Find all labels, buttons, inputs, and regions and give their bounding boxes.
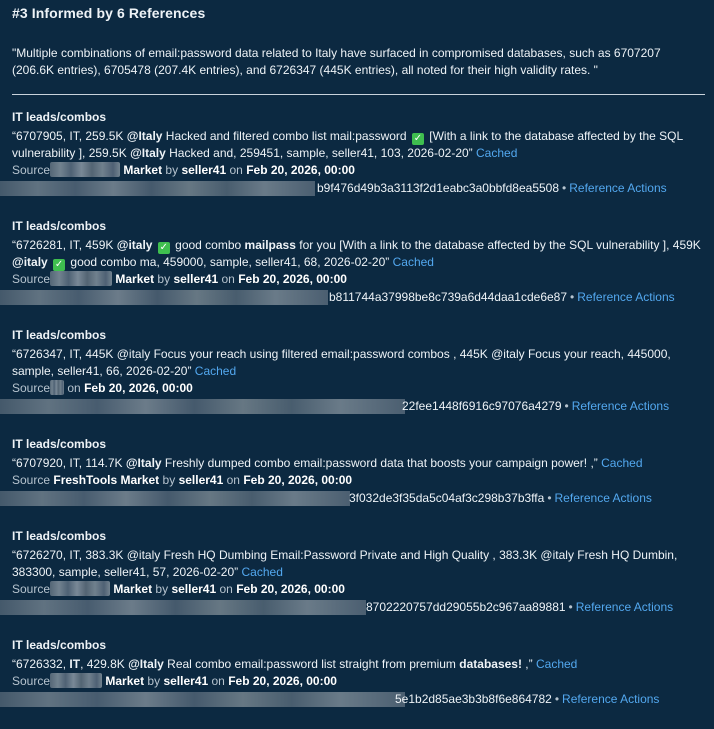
reference-quote	[12, 455, 706, 472]
cached-link[interactable]: Cached	[241, 565, 283, 579]
reference-source	[12, 271, 706, 288]
check-mark-icon: ✓	[54, 259, 64, 270]
hash-text: 5e1b2d85ae3b3b8f6e864782	[395, 692, 552, 706]
reference-hash-line	[12, 179, 706, 198]
redacted-hash	[0, 600, 366, 615]
quote-text: “6726270, IT, 383.3K @italy Fresh HQ Dumbing Email:Password Private and High Quality , 383.3K @italy Fresh HQ Dumbin, 383300, sample, seller41, 57, 2026-02-20”	[12, 548, 678, 579]
on-label: on	[229, 163, 243, 177]
reference-header: IT leads/combos	[12, 110, 107, 124]
quote-text-bold: IT	[69, 657, 81, 671]
reference-actions-link[interactable]: Reference Actions	[569, 181, 667, 195]
quote-text: Hacked and filtered combo list mail:password	[162, 129, 410, 143]
by-label: by	[147, 674, 161, 688]
reference-header: IT leads/combos	[12, 437, 107, 451]
quote-text: “6726347, IT, 445K @italy Focus your reach using filtered email:password combos , 445K @italy Focus your reach, 445000, sample, seller41, 66, 2026-02-20”	[12, 347, 671, 378]
hash-text: 3f032de3f35da5c04af3c298b37b3ffa	[349, 491, 545, 505]
reference-source	[12, 472, 706, 489]
quote-text-bold: databases!	[459, 657, 522, 671]
reference-date: Feb 20, 2026, 00:00	[84, 381, 193, 395]
reference-item-3	[12, 327, 706, 416]
reference-actions-link[interactable]: Reference Actions	[575, 600, 674, 614]
seller-name[interactable]: seller41	[171, 582, 217, 596]
reference-actions-link[interactable]: Reference Actions	[577, 290, 675, 304]
redacted-hash	[0, 181, 315, 196]
divider	[12, 94, 705, 95]
reference-hash-line	[12, 489, 706, 508]
redacted-source	[50, 380, 64, 395]
quote-text-bold: @Italy	[125, 456, 162, 470]
cached-link[interactable]: Cached	[535, 657, 578, 671]
on-label: on	[219, 582, 233, 596]
quote-text-bold: @Italy	[128, 657, 164, 671]
on-label: on	[226, 473, 240, 487]
hash-text: b9f476d49b3a3113f2d1eabc3a0bbfd8ea5508	[317, 181, 560, 195]
seller-name[interactable]: seller41	[163, 674, 209, 688]
reference-source	[12, 162, 706, 179]
reference-date: Feb 20, 2026, 00:00	[236, 582, 345, 596]
page-title: #3 Informed by 6 References	[12, 5, 206, 21]
cached-link[interactable]: Cached	[194, 364, 237, 378]
by-label: by	[165, 163, 179, 177]
seller-name[interactable]: seller41	[181, 163, 227, 177]
quote-text-bold: @Italy	[126, 129, 163, 143]
source-label: Source	[12, 381, 51, 395]
reference-item-4	[12, 436, 706, 508]
source-name[interactable]: Market	[115, 272, 155, 286]
reference-actions-link[interactable]: Reference Actions	[554, 491, 652, 505]
quote-text: “6707920, IT, 114.7K	[12, 456, 126, 470]
reference-date: Feb 20, 2026, 00:00	[238, 272, 347, 286]
reference-actions-link[interactable]: Reference Actions	[562, 692, 660, 706]
on-label: on	[221, 272, 235, 286]
reference-date: Feb 20, 2026, 00:00	[246, 163, 355, 177]
separator: •	[554, 692, 560, 706]
by-label: by	[157, 272, 171, 286]
source-name[interactable]: Market	[123, 163, 163, 177]
source-name[interactable]: Market	[113, 582, 153, 596]
quote-text-bold: @italy	[12, 255, 48, 269]
hash-text: b811744a37998be8c739a6d44daa1cde6e87	[329, 290, 568, 304]
quote-text: , 429.8K	[80, 657, 129, 671]
separator: •	[568, 600, 573, 614]
separator: •	[562, 181, 567, 195]
reference-header: IT leads/combos	[12, 638, 107, 652]
reference-hash-line	[12, 288, 706, 307]
separator: •	[570, 290, 575, 304]
quote-text: for you [With a link to the database affected by the SQL vulnerability ], 459K	[295, 238, 701, 252]
reference-quote	[12, 237, 706, 271]
by-label: by	[162, 473, 176, 487]
redacted-source	[50, 673, 102, 688]
reference-source	[12, 380, 706, 397]
source-label: Source	[12, 582, 51, 596]
redacted-hash	[0, 491, 350, 506]
reference-header: IT leads/combos	[12, 219, 107, 233]
reference-quote	[12, 346, 706, 380]
reference-item-1	[12, 109, 706, 198]
quote-text: Freshly dumped combo email:password data that boosts your campaign power! ,”	[161, 456, 598, 470]
quote-text-bold: @Italy	[130, 146, 166, 160]
seller-name[interactable]: seller41	[173, 272, 219, 286]
quote-text: “6726332,	[12, 657, 70, 671]
summary-quote: "Multiple combinations of email:password data related to Italy have surfaced in compromised databases, such as 6707207 (206.6K entries), 6705478 (207.4K entries), and 6726347 (445K entries), all noted for their high validity rates. "	[12, 46, 661, 77]
quote-text: Real combo email:password list straight from premium	[163, 657, 460, 671]
hash-text: 8702220757dd29055b2c967aa89881	[366, 600, 566, 614]
reference-source	[12, 581, 706, 598]
reference-item-2	[12, 218, 706, 307]
source-label: Source	[12, 674, 51, 688]
quote-text: good combo ma, 459000, sample, seller41, 68, 2026-02-20”	[67, 255, 390, 269]
source-label: Source	[12, 473, 51, 487]
reference-hash-line	[12, 690, 706, 709]
source-label: Source	[12, 272, 51, 286]
redacted-source	[50, 581, 110, 596]
quote-text: “6726281, IT, 459K	[12, 238, 117, 252]
source-name[interactable]: Market	[105, 674, 145, 688]
quote-text: good combo	[171, 238, 245, 252]
check-mark-icon: ✓	[413, 133, 423, 144]
redacted-hash	[0, 692, 405, 707]
reference-date: Feb 20, 2026, 00:00	[243, 473, 353, 487]
reference-header: IT leads/combos	[12, 328, 107, 342]
separator: •	[547, 491, 552, 505]
hash-text: 22fee1448f6916c97076a4279	[402, 399, 562, 413]
redacted-hash	[0, 399, 405, 414]
reference-item-5	[12, 528, 706, 617]
quote-text: [With a link to the database affected by the SQL vulnerability ], 259.5K	[12, 129, 683, 160]
quote-text-bold: @italy	[116, 238, 153, 252]
redacted-source	[50, 271, 112, 286]
on-label: on	[67, 381, 81, 395]
on-label: on	[211, 674, 225, 688]
quote-text: Hacked and, 259451, sample, seller41, 103, 2026-02-20”	[165, 146, 473, 160]
separator: •	[564, 399, 569, 413]
reference-item-6	[12, 637, 706, 709]
reference-header: IT leads/combos	[12, 529, 107, 543]
redacted-hash	[0, 290, 328, 305]
reference-date: Feb 20, 2026, 00:00	[228, 674, 337, 688]
cached-link[interactable]: Cached	[601, 456, 643, 470]
reference-source	[12, 673, 706, 690]
seller-name[interactable]: seller41	[178, 473, 224, 487]
source-label: Source	[12, 163, 51, 177]
source-name[interactable]: FreshTools Market	[53, 473, 160, 487]
reference-quote	[12, 656, 706, 673]
reference-actions-link[interactable]: Reference Actions	[571, 399, 670, 413]
reference-hash-line	[12, 598, 706, 617]
cached-link[interactable]: Cached	[476, 146, 518, 160]
quote-text-bold: mailpass	[244, 238, 296, 252]
cached-link[interactable]: Cached	[392, 255, 434, 269]
reference-hash-line	[12, 397, 706, 416]
quote-text: ,”	[521, 657, 533, 671]
reference-quote	[12, 128, 706, 162]
redacted-source	[50, 162, 120, 177]
quote-text: “6707905, IT, 259.5K	[12, 129, 127, 143]
check-mark-icon: ✓	[159, 242, 168, 253]
reference-quote	[12, 547, 706, 581]
by-label: by	[155, 582, 169, 596]
